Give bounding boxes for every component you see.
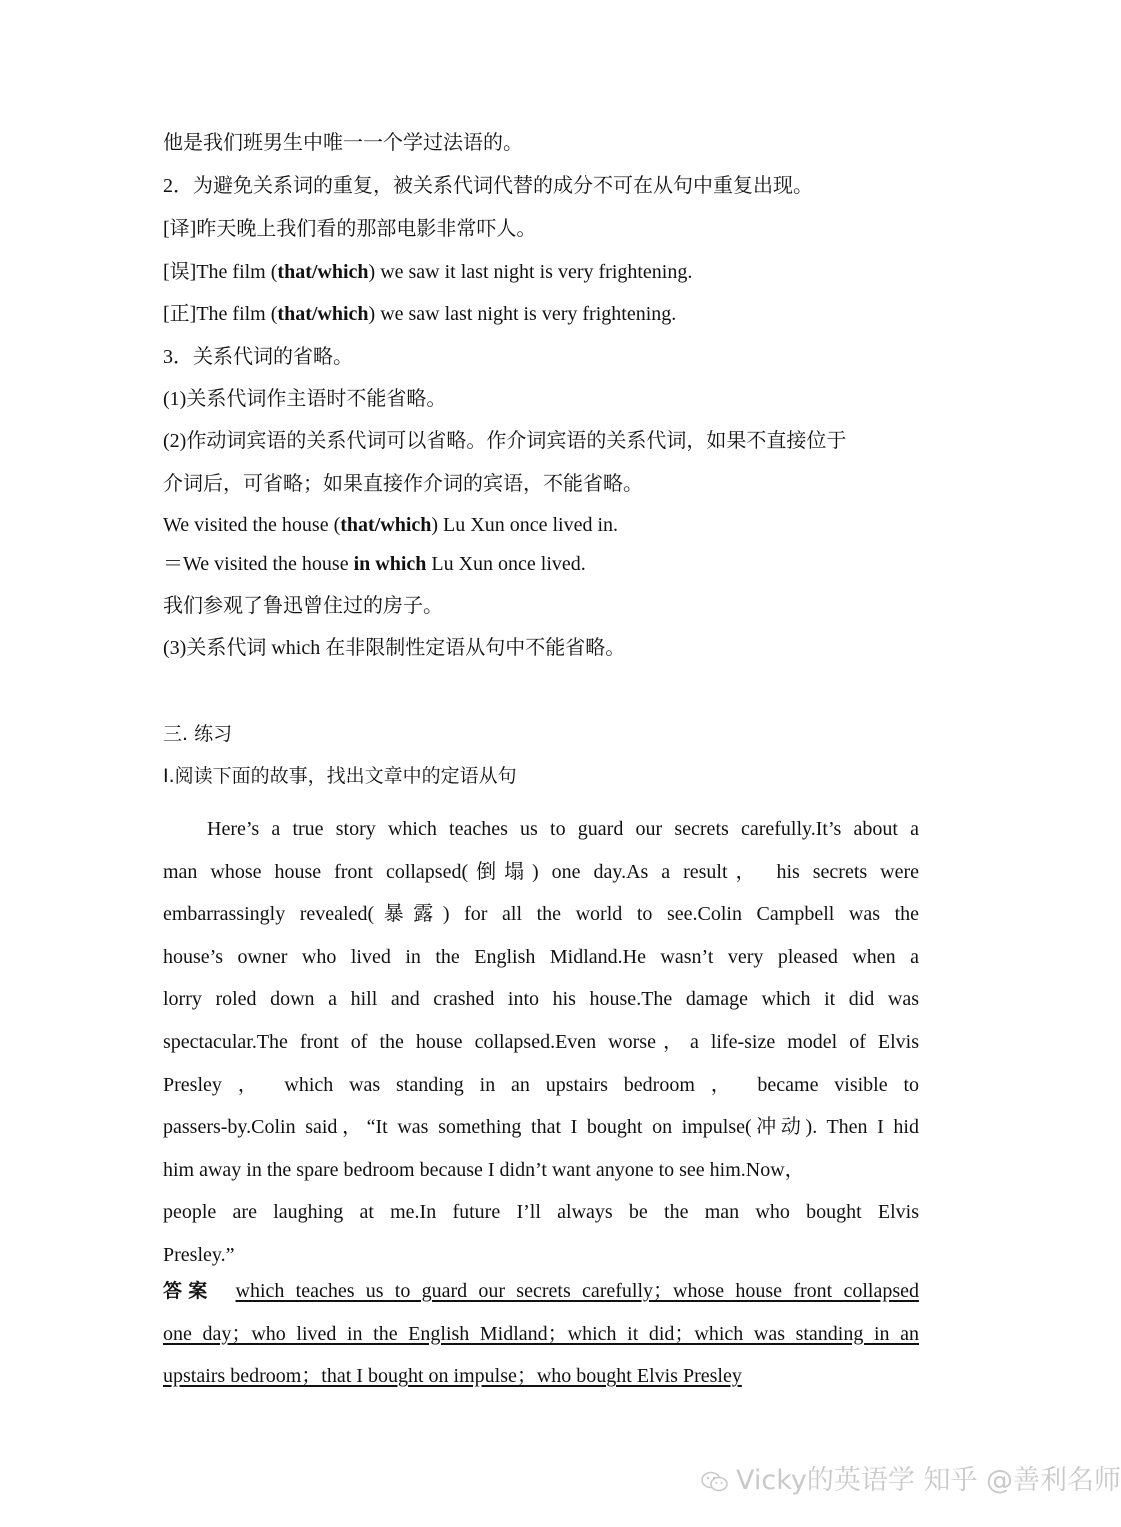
example-sentence-2 — [163, 551, 586, 577]
correct-rest: ) we saw last night is very frightening. — [368, 303, 677, 325]
example1-rest: ) Lu Xun once lived in. — [431, 514, 618, 536]
story-line: lorry roled down a hill and crashed into his house.The damage which it did was — [163, 988, 919, 1011]
translation-line: [译]昨天晚上我们看的那部电影非常吓人。 — [163, 218, 537, 240]
rule-3-1: (1)关系代词作主语时不能省略。 — [163, 388, 447, 410]
correct-relative: that/which — [277, 303, 369, 325]
example1-relative: that/which — [340, 514, 432, 536]
correct-example — [163, 301, 676, 327]
wrong-prefix: [误]The film ( — [163, 261, 278, 283]
example2-prefix: ＝We visited the house — [163, 553, 354, 575]
answer-line-3 — [163, 1355, 919, 1398]
watermark-text: Vicky的英语学 知乎 @善利名师 — [736, 1465, 1121, 1496]
story-line: passers-by.Colin said，“It was something that I bought on impulse(冲动). Then I hid — [163, 1116, 919, 1139]
task-instruction: Ⅰ.阅读下面的故事，找出文章中的定语从句 — [163, 765, 517, 787]
wrong-example — [163, 259, 692, 285]
story-paragraph — [163, 808, 919, 1277]
answer-text-1: which teaches us to guard our secrets carefully；whose house front collapsed — [235, 1280, 919, 1302]
rule-3-2-line1: (2)作动词宾语的关系代词可以省略。作介词宾语的关系代词，如果不直接位于 — [163, 430, 847, 452]
example-translation: 我们参观了鲁迅曾住过的房子。 — [163, 595, 443, 617]
example1-prefix: We visited the house ( — [163, 514, 341, 536]
rule-3-3: (3)关系代词 which 在非限制性定语从句中不能省略。 — [163, 637, 626, 659]
story-line: spectacular.The front of the house collapsed.Even worse，a life-size model of Elvis — [163, 1030, 919, 1053]
section-title: 三. 练习 — [163, 723, 233, 745]
correct-prefix: [正]The film ( — [163, 303, 278, 325]
answer-label: 答案 — [163, 1280, 214, 1302]
text-line-1: 他是我们班男生中唯一一个学过法语的。 — [163, 132, 523, 154]
wrong-relative: that/which — [277, 261, 369, 283]
story-line: man whose house front collapsed(倒塌) one day.As a result， his secrets were — [163, 860, 919, 883]
story-line: Presley.” — [163, 1243, 235, 1266]
watermark — [700, 1458, 1121, 1497]
answer-line-2: one day；who lived in the English Midland；which it did；which was standing in an — [163, 1322, 919, 1345]
wechat-icon — [700, 1470, 730, 1494]
example-sentence-1 — [163, 512, 618, 538]
answer-text-3: upstairs bedroom；that I bought on impulse；who bought Elvis Presley — [163, 1365, 742, 1388]
example2-relative: in which — [353, 553, 427, 575]
story-line: Presley ， which was standing in an upstairs bedroom ， became visible to — [163, 1073, 919, 1096]
rule-2-heading: 2．为避免关系词的重复，被关系代词代替的成分不可在从句中重复出现。 — [163, 175, 813, 197]
story-line: embarrassingly revealed(暴露) for all the world to see.Colin Campbell was the — [163, 903, 919, 926]
example2-rest: Lu Xun once lived. — [426, 553, 586, 575]
story-line: Here’s a true story which teaches us to guard our secrets carefully.It’s about a — [207, 818, 919, 840]
wrong-rest: ) we saw it last night is very frightening. — [368, 261, 693, 283]
answer-line-1 — [163, 1270, 919, 1313]
rule-3-2-line2: 介词后，可省略；如果直接作介词的宾语，不能省略。 — [163, 473, 643, 495]
story-line: people are laughing at me.In future I’ll always be the man who bought Elvis — [163, 1201, 919, 1224]
rule-3-heading: 3．关系代词的省略。 — [163, 346, 353, 368]
story-line: house’s owner who lived in the English Midland.He wasn’t very pleased when a — [163, 945, 919, 968]
story-line: him away in the spare bedroom because I didn’t want anyone to see him.Now， — [163, 1158, 805, 1181]
answer-block — [163, 1270, 919, 1398]
